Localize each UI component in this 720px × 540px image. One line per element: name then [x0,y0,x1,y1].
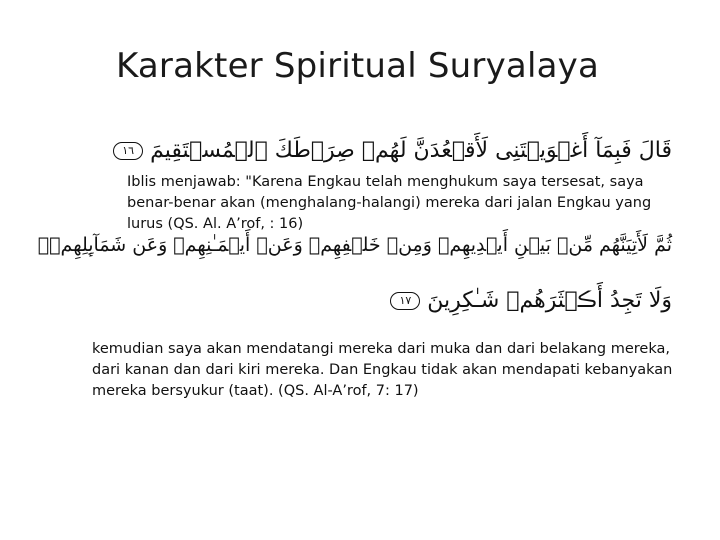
verse-16-text: قَالَ فَبِمَآ أَغۡوَيۡتَنِى لَأَقۡعُدَنَّ لَهُمۡ صِرَٲطَكَ ٱلۡمُسۡتَقِيمَ [150,138,672,163]
verse-17-text-line-1: ثُمَّ لَأَتِيَنَّهُم مِّنۢ بَيۡنِ أَيۡدِيهِمۡ وَمِنۡ خَلۡفِهِمۡ وَعَنۡ أَيۡمَـٰنِهِمۡ وَعَن شَمَآٮِٕلِهِمۡ‌ۖ [37,234,672,256]
ayah-number-16-mark: ١٦ [113,142,143,160]
translation-16: Iblis menjawab: "Karena Engkau telah menghukum saya tersesat, saya benar-benar akan (menghalang-halangi) mereka dari jalan Engkau yang lurus (QS. Al. A’rof, : 16) [127,174,652,232]
verse-17-line-2 [380,288,672,313]
verse-16-arabic [103,138,672,163]
verse-17-text-line-2: وَلَا تَجِدُ أَڪۡثَرَهُمۡ شَـٰكِرِينَ [427,288,672,313]
translation-17: kemudian saya akan mendatangi mereka dari muka dan dari belakang mereka, dari kanan dan dari kiri mereka. Dan Engkau tidak akan mendapati kebanyakan mereka bersyukur (taat). (QS. Al-A’rof, 7: 17) [92,341,673,399]
slide-title: Karakter Spiritual Suryalaya [116,46,599,86]
verse-17-line-1 [38,234,672,256]
ayah-number-17-mark: ١٧ [390,292,420,310]
